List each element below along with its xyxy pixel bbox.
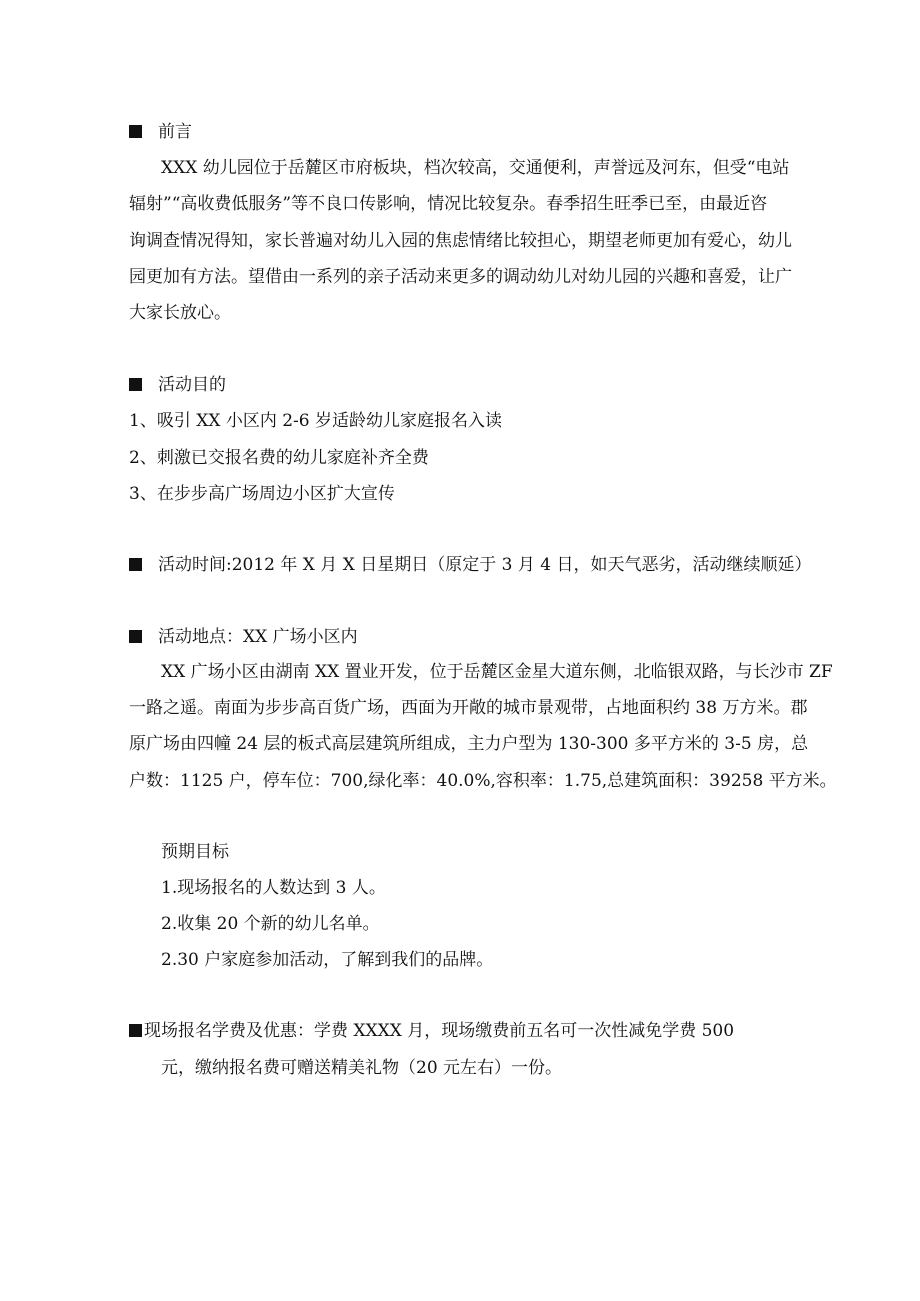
goal-item: 1.现场报名的人数达到 3 人。 (161, 878, 386, 898)
preface-line: 询调查情况得知，家长普遍对幼儿入园的焦虑情绪比较担心，期望老师更加有爱心，幼儿 (129, 231, 792, 251)
purpose-item: 3、在步步高广场周边小区扩大宣传 (129, 484, 395, 504)
preface-line: XXX 幼儿园位于岳麓区市府板块，档次较高，交通便利，声誉远及河东，但受“电站 (161, 158, 790, 178)
goal-item: 2.30 户家庭参加活动，了解到我们的品牌。 (161, 950, 494, 970)
preface-line: 园更加有方法。望借由一系列的亲子活动来更多的调动幼儿对幼儿园的兴趣和喜爱，让广 (129, 267, 792, 287)
preface-line: 大家长放心。 (129, 303, 231, 323)
purpose-heading: 活动目的 (158, 375, 226, 395)
purpose-item: 1、吸引 XX 小区内 2-6 岁适龄幼儿家庭报名入读 (129, 411, 503, 431)
square-bullet-icon (129, 378, 142, 391)
location-line: 户数：1125 户，停车位：700,绿化率：40.0%,容积率：1.75,总建筑面积：39258 平方米。 (129, 771, 837, 791)
location-line: 原广场由四幢 24 层的板式高层建筑所组成，主力户型为 130-300 多平方米的 3-5 房，总 (129, 734, 809, 754)
location-line: 一路之遥。南面为步步高百货广场，西面为开敞的城市景观带，占地面积约 38 万方米。郡 (129, 698, 808, 718)
fees-line: 现场报名学费及优惠：学费 XXXX 月，现场缴费前五名可一次性减免学费 500 (144, 1021, 735, 1041)
preface-line: 辐射”“高收费低服务”等不良口传影响，情况比较复杂。春季招生旺季已至，由最近咨 (129, 194, 768, 214)
purpose-heading-row (129, 373, 226, 397)
purpose-item: 2、刺激已交报名费的幼儿家庭补齐全费 (129, 448, 429, 468)
fees-line: 元，缴纳报名费可赠送精美礼物（20 元左右）一份。 (161, 1058, 563, 1078)
square-bullet-icon (129, 630, 142, 643)
goals-heading: 预期目标 (161, 842, 229, 862)
square-bullet-icon (129, 1024, 142, 1037)
square-bullet-icon (129, 125, 142, 138)
time-row (129, 553, 811, 577)
time-heading: 活动时间:2012 年 X 月 X 日星期日（原定于 3 月 4 日，如天气恶劣，活动继续顺延） (158, 555, 812, 575)
location-heading-row (129, 625, 358, 649)
location-heading: 活动地点：XX 广场小区内 (158, 627, 358, 647)
location-line: XX 广场小区由湖南 XX 置业开发，位于岳麓区金星大道东侧，北临银双路，与长沙市 ZF (161, 662, 833, 682)
preface-heading-row (129, 120, 192, 144)
preface-heading: 前言 (158, 122, 192, 142)
fees-row (129, 1019, 734, 1043)
square-bullet-icon (129, 558, 142, 571)
goal-item: 2.收集 20 个新的幼儿名单。 (161, 914, 380, 934)
